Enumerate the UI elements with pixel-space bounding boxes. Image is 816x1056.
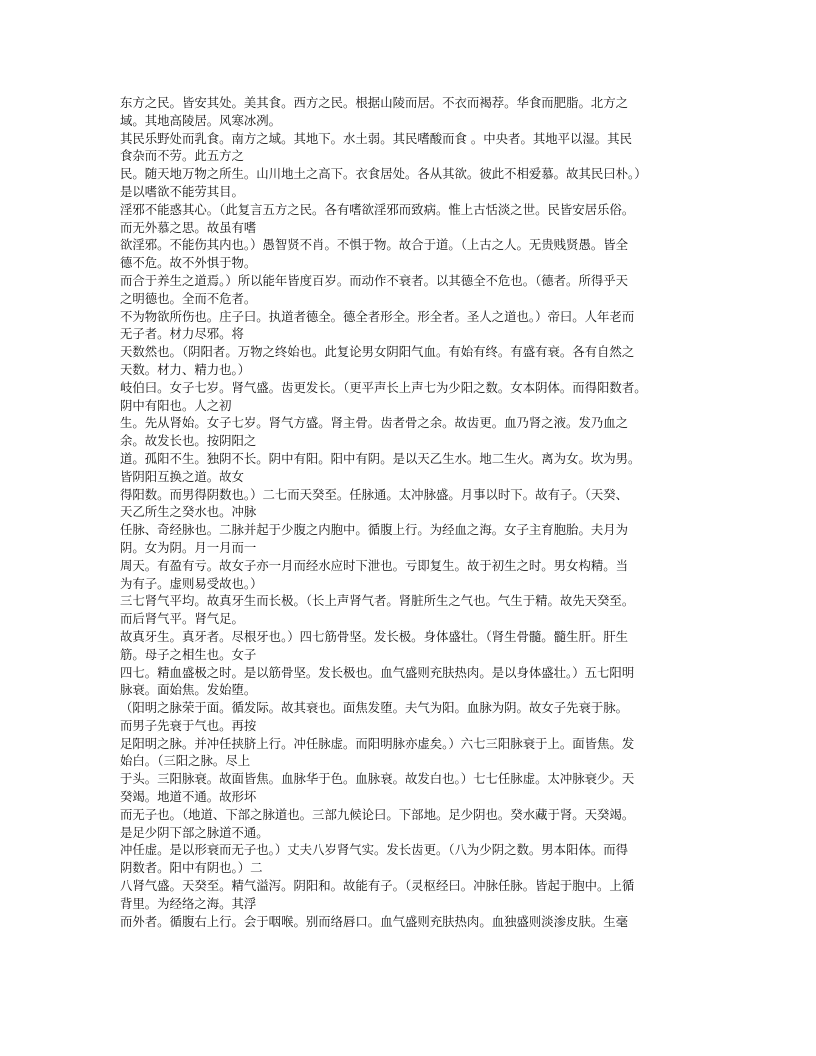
text-line xyxy=(120,948,698,966)
text-line: 皆阴阳互换之道。故女 xyxy=(120,468,244,484)
text-line: 无子者。材力尽邪。将 xyxy=(120,326,244,342)
text-line: 始白。（三阳之脉。尽上 xyxy=(120,753,251,769)
text-line: 东方之民。皆安其处。美其食。西方之民。根据山陵而居。不衣而褐荐。华食而肥脂。北方之 xyxy=(120,95,629,110)
text-line: 癸竭。地道不通。故形坏 xyxy=(120,789,257,805)
text-line: 阴数者。阳中有阴也。）二 xyxy=(120,860,263,876)
text-line: 而男子先衰于气也。再按 xyxy=(120,717,257,733)
text-line: （阳明之脉荣于面。循发际。故其衰也。面焦发堕。夫气为阳。血脉为阴。故女子先衰于脉。 xyxy=(120,700,629,716)
text-line: 周天。有盈有亏。故女子亦一月而经水应时下泄也。亏即复生。故于初生之时。男女构精。当 xyxy=(120,557,629,573)
text-line: 淫邪不能惑其心。（此复言五方之民。各有嗜欲淫邪而致病。惟上古恬淡之世。民皆安居乐俗。 xyxy=(120,201,635,217)
text-line: 四七。精血盛极之时。是以筋骨坚。发长极也。血气盛则充肤热肉。是以身体盛壮。）五七阳明 xyxy=(120,664,635,680)
text-line: 天数。材力、精力也。） xyxy=(120,361,251,377)
text-line: 阴中有阳也。人之初 xyxy=(120,397,232,413)
text-line: 筋。母子之相生也。女子 xyxy=(120,646,257,662)
text-line: 是足少阴下部之脉道不通。 xyxy=(120,824,269,840)
text-line: 民。随天地万物之所生。山川地土之高下。衣食居处。各从其欲。彼此不相爱慕。故其民曰朴。） xyxy=(120,166,647,182)
document-page xyxy=(120,94,698,966)
text-line: 天数然也。（阴阳者。万物之终始也。此复论男女阴阳气血。有始有终。有盛有衰。各有自然之 xyxy=(120,344,635,360)
text-line: 八肾气盛。天癸至。精气溢泻。阴阳和。故能有子。（灵枢经曰。冲脉任脉。皆起于胞中。上循 xyxy=(120,878,635,894)
text-line: 域。其地高陵居。风寒冰冽。 xyxy=(120,112,282,128)
text-line: 而合于养生之道焉。）所以能年皆度百岁。而动作不衰者。以其德全不危也。（德者。所得乎天 xyxy=(120,272,629,288)
text-line: 于头。三阳脉衰。故面皆焦。血脉华于色。血脉衰。故发白也。）七七任脉虚。太冲脉衰少。天 xyxy=(120,771,635,787)
text-line: 余。故发长也。按阴阳之 xyxy=(120,433,257,449)
text-line: 不为物欲所伤也。庄子曰。执道者德全。德全者形全。形全者。圣人之道也。）帝曰。人年老而 xyxy=(120,308,635,324)
text-line: 背里。为经络之海。其浮 xyxy=(120,895,257,911)
text-line: 任脉、奇经脉也。二脉并起于少腹之内胞中。循腹上行。为经血之海。女子主育胞胎。夫月为 xyxy=(120,522,629,538)
text-line: 岐伯曰。女子七岁。肾气盛。齿更发长。（更平声长上声七为少阳之数。女本阴体。而得阳数者。 xyxy=(120,379,647,395)
text-line: 得阳数。而男得阴数也。）二七而天癸至。任脉通。太冲脉盛。月事以时下。故有子。（天癸、 xyxy=(120,486,629,502)
text-line: 而无外慕之思。故虽有嗜 xyxy=(120,219,257,235)
text-line: 德不危。故不外惧于物。 xyxy=(120,255,257,271)
text-line: 之明德也。全而不危者。 xyxy=(120,290,257,306)
text-line: 足阳明之脉。并冲任挟脐上行。冲任脉虚。而阳明脉亦虚矣。）六七三阳脉衰于上。面皆焦。发 xyxy=(120,735,635,751)
text-line: 而无子也。（地道、下部之脉道也。三部九候论曰。下部地。足少阴也。癸水藏于肾。天癸竭。 xyxy=(120,806,635,822)
text-line: 食杂而不劳。此五方之 xyxy=(120,148,244,164)
text-line: 脉衰。面始焦。发始堕。 xyxy=(120,682,257,698)
text-line: 道。孤阳不生。独阴不长。阴中有阳。阳中有阴。是以天乙生水。地二生火。离为女。坎为男。 xyxy=(120,450,641,466)
text-line: 阴。女为阴。月一月而一 xyxy=(120,539,257,555)
text-line: 天乙所生之癸水也。冲脉 xyxy=(120,504,257,520)
text-line xyxy=(120,930,698,948)
text-line: 生。先从肾始。女子七岁。肾气方盛。肾主骨。齿者骨之余。故齿更。血乃肾之液。发乃血之 xyxy=(120,415,629,431)
text-line: 而外者。循腹右上行。会于咽喉。别而络唇口。血气盛则充肤热肉。血独盛则淡渗皮肤。生毫 xyxy=(120,913,629,929)
text-line: 故真牙生。真牙者。尽根牙也。）四七筋骨坚。发长极。身体盛壮。（肾生骨髓。髓生肝。肝生 xyxy=(120,628,629,644)
text-line: 冲任虚。是以形衰而无子也。）丈夫八岁肾气实。发长齿更。（八为少阴之数。男本阳体。而得 xyxy=(120,842,629,858)
text-line: 欲淫邪。不能伤其内也。）愚智贤不肖。不惧于物。故合于道。（上古之人。无贵贱贤愚。皆全 xyxy=(120,237,629,253)
text-line: 而后肾气平。肾气足。 xyxy=(120,611,244,627)
text-line: 为有子。虚则易受故也。） xyxy=(120,575,263,591)
text-line: 其民乐野处而乳食。南方之域。其地下。水土弱。其民嗜酸而食 。中央者。其地平以湿。其民 xyxy=(120,130,632,146)
text-line: 三七肾气平均。故真牙生而长极。（长上声肾气者。肾脏所生之气也。气生于精。故先天癸至。 xyxy=(120,593,635,609)
text-line: 是以嗜欲不能劳其目。 xyxy=(120,183,244,199)
